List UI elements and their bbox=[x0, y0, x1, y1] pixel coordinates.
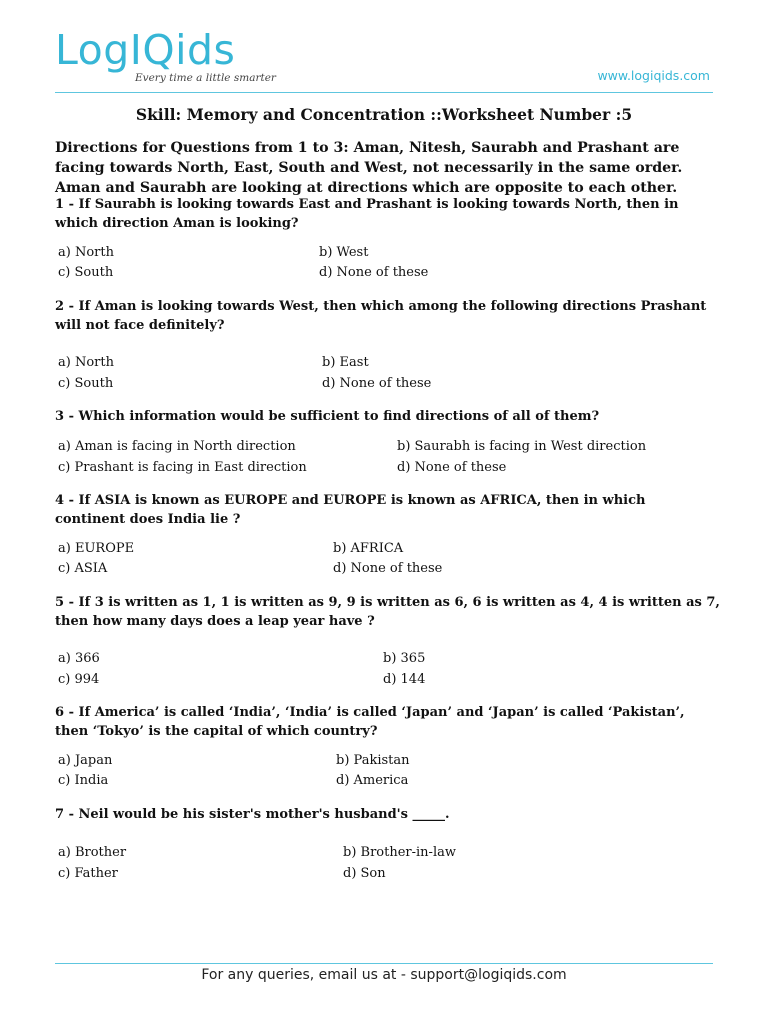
question-4: 4 - If ASIA is known as EUROPE and EUROPE is known as AFRICA, then in which continent does India lie ? bbox=[55, 493, 646, 527]
question-6: 6 - If America’ is called ‘India’, ‘India’ is called ‘Japan’ and ‘Japan’ is called ‘Pakistan’, then ‘Tokyo’ is the capital of which country? bbox=[55, 705, 685, 739]
q7-option-b: b) Brother-in-law bbox=[343, 845, 456, 860]
q5-option-c: c) 994 bbox=[58, 672, 100, 687]
q2-option-d: d) None of these bbox=[322, 376, 432, 391]
q6-option-a: a) Japan bbox=[58, 753, 113, 768]
footer-divider bbox=[55, 963, 713, 964]
directions-text: Directions for Questions from 1 to 3: Aman, Nitesh, Saurabh and Prashant are facing towards North, East, South and West, not necessarily in the same order. Aman and Saurabh are looking at directions which are opposite to each other. bbox=[55, 140, 683, 196]
header-divider bbox=[55, 92, 713, 93]
worksheet-title: Skill: Memory and Concentration ::Worksheet Number :5 bbox=[135, 105, 633, 124]
q3-option-b: b) Saurabh is facing in West direction bbox=[397, 439, 647, 454]
q3-option-d: d) None of these bbox=[397, 460, 507, 475]
q1-option-d: d) None of these bbox=[319, 265, 429, 280]
q4-option-b: b) AFRICA bbox=[333, 541, 404, 556]
q7-option-c: c) Father bbox=[58, 866, 118, 881]
q1-option-b: b) West bbox=[319, 245, 369, 260]
q6-option-b: b) Pakistan bbox=[336, 753, 410, 768]
question-1: 1 - If Saurabh is looking towards East and Prashant is looking towards North, then in which direction Aman is looking? bbox=[55, 197, 679, 231]
q5-option-a: a) 366 bbox=[58, 651, 100, 666]
question-7: 7 - Neil would be his sister's mother's husband's _____. bbox=[55, 807, 450, 822]
q4-option-c: c) ASIA bbox=[58, 561, 108, 576]
q1-option-a: a) North bbox=[58, 245, 114, 260]
q2-option-c: c) South bbox=[58, 376, 114, 391]
q6-option-d: d) America bbox=[336, 773, 409, 788]
q2-option-b: b) East bbox=[322, 355, 369, 370]
q6-option-c: c) India bbox=[58, 773, 109, 788]
logo-tagline: Every time a little smarter bbox=[135, 72, 276, 84]
q3-option-a: a) Aman is facing in North direction bbox=[58, 439, 296, 454]
q4-option-d: d) None of these bbox=[333, 561, 443, 576]
question-3: 3 - Which information would be sufficient to find directions of all of them? bbox=[55, 409, 600, 424]
question-2: 2 - If Aman is looking towards West, then which among the following directions Prashant will not face definitely? bbox=[55, 299, 707, 333]
q3-option-c: c) Prashant is facing in East direction bbox=[58, 460, 307, 475]
logo-wordmark: LogIQids bbox=[55, 26, 236, 74]
q5-option-d: d) 144 bbox=[383, 672, 426, 687]
q1-option-c: c) South bbox=[58, 265, 114, 280]
question-5: 5 - If 3 is written as 1, 1 is written as 9, 9 is written as 6, 6 is written as 4, 4 is written as 7, then how many days does a leap year have ? bbox=[55, 595, 720, 629]
site-url-link[interactable]: www.logiqids.com bbox=[597, 68, 710, 83]
footer-contact: For any queries, email us at - support@logiqids.com bbox=[201, 967, 567, 983]
q2-option-a: a) North bbox=[58, 355, 114, 370]
q7-option-d: d) Son bbox=[343, 866, 386, 881]
q7-option-a: a) Brother bbox=[58, 845, 127, 860]
logo bbox=[55, 26, 276, 84]
q5-option-b: b) 365 bbox=[383, 651, 426, 666]
q4-option-a: a) EUROPE bbox=[58, 541, 135, 556]
